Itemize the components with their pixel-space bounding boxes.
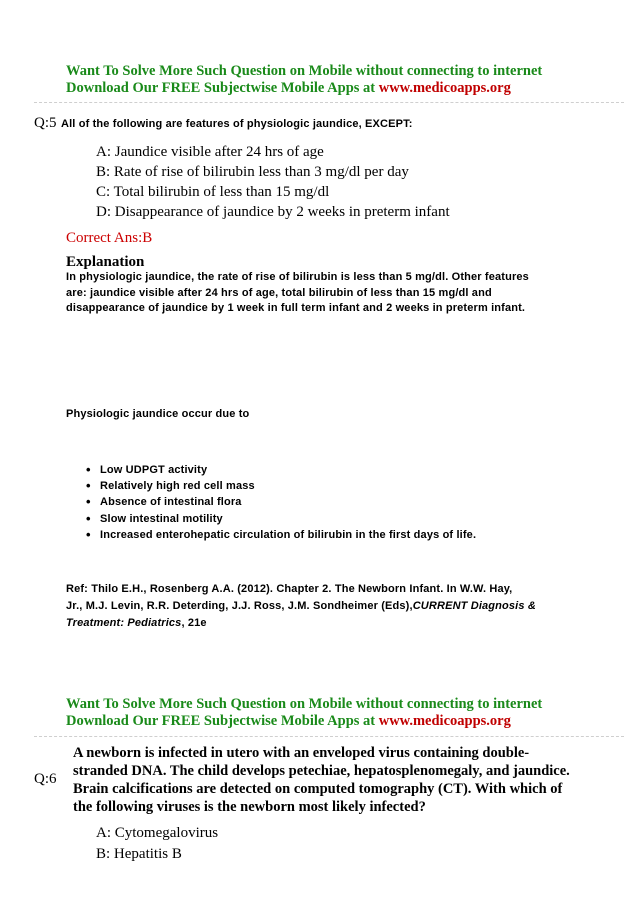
- question-line: A newborn is infected in utero with an enveloped virus containing double-: [73, 745, 530, 761]
- explanation-line: disappearance of jaundice by 1 week in full term infant and 2 weeks in preterm infant.: [66, 302, 526, 314]
- promo-text: Download Our FREE Subjectwise Mobile Apps at: [66, 713, 379, 729]
- divider: [34, 102, 624, 103]
- bullet-icon: •: [86, 462, 91, 477]
- bullet-icon: •: [86, 526, 91, 542]
- promo-line-1: Want To Solve More Such Question on Mobile without connecting to internet: [66, 63, 543, 79]
- explanation-text: [66, 270, 586, 317]
- list-item: • Increased enterohepatic circulation of bilirubin in the first days of life.: [86, 526, 477, 542]
- promo-text: Download Our FREE Subjectwise Mobile Apps at: [66, 80, 379, 96]
- option-a: A: Cytomegalovirus: [96, 825, 219, 841]
- reference-line: Jr., M.J. Levin, R.R. Deterding, J.J. Ross, J.M. Sondheimer (Eds),CURRENT Diagnosis &: [66, 600, 536, 612]
- promo-line-2: [66, 713, 542, 730]
- promo-banner-bottom: [66, 696, 542, 730]
- list-item: • Low UDPGT activity: [86, 462, 208, 477]
- question-line: stranded DNA. The child develops petechiae, hepatosplenomegaly, and jaundice.: [73, 763, 570, 779]
- promo-banner-top: [66, 63, 542, 97]
- explanation-line: are: jaundice visible after 24 hrs of age, total bilirubin of less than 15 mg/dl and: [66, 286, 492, 299]
- bullet-icon: •: [86, 510, 91, 526]
- promo-line-2: [66, 80, 542, 97]
- question-text: All of the following are features of physiologic jaundice, EXCEPT:: [61, 118, 413, 130]
- reference-line: Treatment: Pediatrics, 21e: [66, 617, 207, 629]
- option-d: D: Disappearance of jaundice by 2 weeks in preterm infant: [96, 204, 450, 220]
- question-line: Brain calcifications are detected on computed tomography (CT). With which of: [73, 781, 563, 797]
- promo-url-link[interactable]: www.medicoapps.org: [378, 713, 511, 729]
- option-a: A: Jaundice visible after 24 hrs of age: [96, 144, 324, 160]
- explanation-line: In physiologic jaundice, the rate of rise of bilirubin is less than 5 mg/dl. Other features: [66, 271, 529, 283]
- list-item: • Slow intestinal motility: [86, 510, 223, 526]
- explanation-heading: Explanation: [66, 254, 145, 270]
- bullet-icon: •: [86, 478, 91, 494]
- bullet-icon: •: [86, 494, 91, 510]
- divider: [34, 736, 624, 737]
- option-b: B: Rate of rise of bilirubin less than 3 mg/dl per day: [96, 164, 409, 180]
- correct-answer: Correct Ans:B: [66, 230, 153, 246]
- promo-line-1: Want To Solve More Such Question on Mobile without connecting to internet: [66, 696, 543, 712]
- question-number: Q:5: [34, 115, 57, 131]
- cause-intro: Physiologic jaundice occur due to: [66, 408, 250, 420]
- question-number: Q:6: [34, 771, 57, 787]
- question-line: the following viruses is the newborn most likely infected?: [73, 799, 426, 815]
- list-item: • Absence of intestinal flora: [86, 494, 242, 510]
- question-text: [73, 744, 570, 816]
- reference-line: Ref: Thilo E.H., Rosenberg A.A. (2012). Chapter 2. The Newborn Infant. In W.W. Hay,: [66, 583, 513, 595]
- promo-url-link[interactable]: www.medicoapps.org: [378, 80, 511, 96]
- reference: [66, 581, 586, 632]
- option-c: C: Total bilirubin of less than 15 mg/dl: [96, 184, 330, 200]
- list-item: • Relatively high red cell mass: [86, 478, 255, 494]
- cause-list: [86, 462, 476, 543]
- option-b: B: Hepatitis B: [96, 846, 182, 862]
